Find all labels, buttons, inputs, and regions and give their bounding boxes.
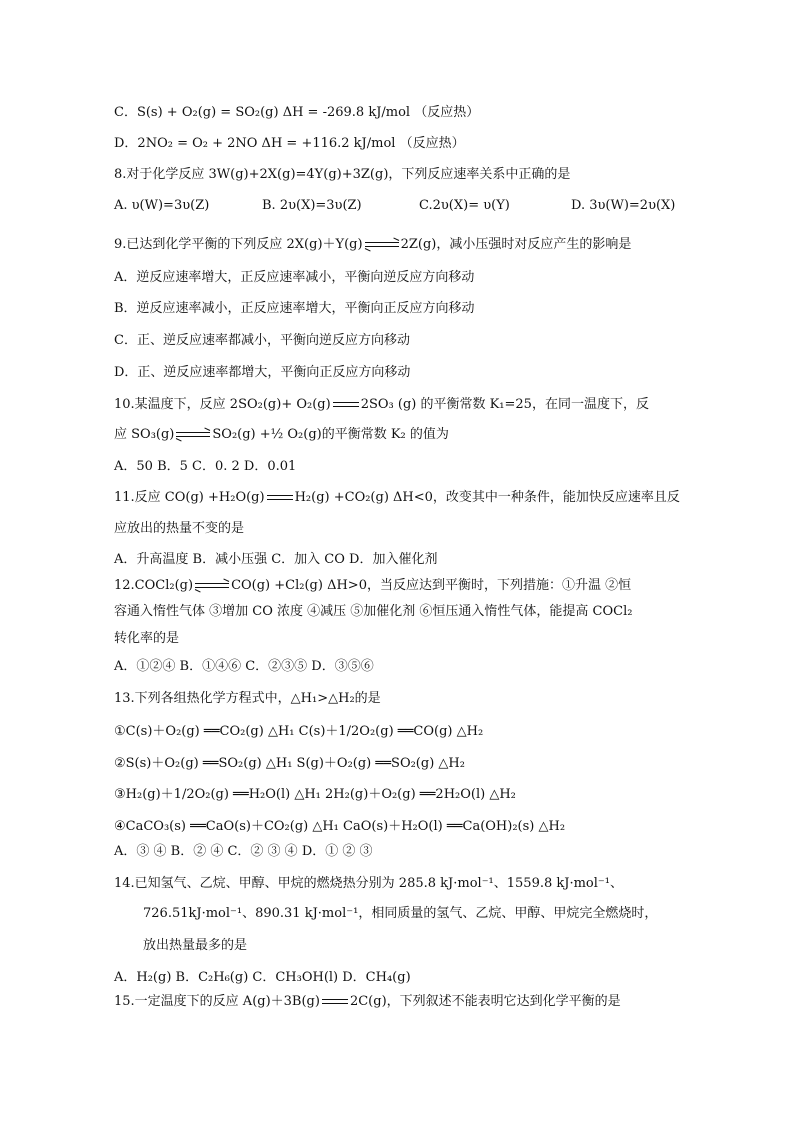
question-10-part1: 10.某温度下，反应 2SO₂(g)+ O₂(g): [114, 397, 331, 412]
question-13-eq1: ①C(s)＋O₂(g) ══CO₂(g) △H₁ C(s)＋1/2O₂(g) ══CO(g) △H₂: [114, 724, 484, 739]
equilibrium-arrow-icon: [365, 240, 399, 250]
question-12-line2: 容通入惰性气体 ③增加 CO 浓度 ④减压 ⑤加催化剂 ⑥恒压通入惰性气体，能提高 COCl₂: [114, 604, 633, 619]
question-9-part2: 2Z(g)，减小压强时对反应产生的影响是: [400, 237, 632, 252]
question-9-option-c: C．正、逆反应速率都减小，平衡向逆反应方向移动: [114, 333, 410, 348]
question-10-part3: 应 SO₃(g): [114, 427, 175, 442]
question-12-line3: 转化率的是: [114, 631, 180, 646]
option-d-line: D．2NO₂ = O₂ + 2NO ΔH = +116.2 kJ/mol （反应热）: [114, 136, 465, 151]
question-13-options: A．③ ④ B．② ④ C．② ③ ④ D．① ② ③: [114, 844, 373, 859]
equilibrium-arrow-icon: [176, 430, 210, 440]
question-11-line2: 应放出的热量不变的是: [114, 521, 245, 536]
question-10-part4: SO₂(g) +½ O₂(g)的平衡常数 K₂ 的值为: [212, 427, 449, 442]
option-b: B. 2υ(X)=3υ(Z): [262, 198, 362, 213]
question-8: 8.对于化学反应 3W(g)+2X(g)=4Y(g)+3Z(g)，下列反应速率关系中正确的是: [114, 167, 571, 182]
question-13-eq2: ②S(s)＋O₂(g) ══SO₂(g) △H₁ S(g)＋O₂(g) ══SO₂(g) △H₂: [114, 756, 465, 771]
question-9-part1: 9.已达到化学平衡的下列反应 2X(g)＋Y(g): [114, 237, 363, 252]
option-c-line: C．S(s) + O₂(g) = SO₂(g) ΔH = -269.8 kJ/mol （反应热）: [114, 105, 480, 120]
option-a: A. υ(W)=3υ(Z): [114, 198, 210, 213]
equilibrium-arrow-icon: [333, 401, 359, 409]
option-d: D. 3υ(W)=2υ(X): [571, 198, 676, 213]
question-10-part2: 2SO₃ (g) 的平衡常数 K₁=25，在同一温度下，反: [360, 397, 649, 412]
question-12-options: A．①②④ B．①④⑥ C．②③⑤ D．③⑤⑥: [114, 659, 374, 674]
question-12-part1: 12.COCl₂(g): [114, 578, 194, 593]
equilibrium-arrow-icon: [195, 581, 229, 591]
question-15-part1: 15.一定温度下的反应 A(g)＋3B(g): [114, 994, 320, 1009]
question-14-line3: 放出热量最多的是: [143, 938, 248, 953]
question-11-part2: H₂(g) +CO₂(g) ΔH<0，改变其中一种条件，能加快反应速率且反: [294, 490, 680, 505]
question-9-option-b: B．逆反应速率减小，正反应速率增大，平衡向正反应方向移动: [114, 301, 475, 316]
question-10-line1: [114, 396, 649, 414]
question-14-options: A．H₂(g) B．C₂H₆(g) C．CH₃OH(l) D．CH₄(g): [114, 970, 411, 985]
question-10-line2: [114, 426, 449, 444]
question-9-option-d: D．正、逆反应速率都增大，平衡向正反应方向移动: [114, 365, 411, 380]
question-12-line1: [114, 577, 631, 595]
equilibrium-arrow-icon: [322, 998, 348, 1006]
question-14-line1: 14.已知氢气、乙烷、甲醇、甲烷的燃烧热分别为 285.8 kJ·mol⁻¹、1559.8 kJ·mol⁻¹、: [114, 876, 623, 891]
question-13: 13.下列各组热化学方程式中，△H₁>△H₂的是: [114, 691, 381, 706]
question-9: [114, 236, 631, 254]
equilibrium-arrow-icon: [267, 494, 293, 502]
option-c: C.2υ(X)= υ(Y): [419, 198, 510, 213]
question-13-eq4: ④CaCO₃(s) ══CaO(s)＋CO₂(g) △H₁ CaO(s)＋H₂O(l) ══Ca(OH)₂(s) △H₂: [114, 819, 566, 834]
question-9-option-a: A．逆反应速率增大，正反应速率减小，平衡向逆反应方向移动: [114, 270, 475, 285]
question-12-part2: CO(g) +Cl₂(g) ΔH>0，当反应达到平衡时，下列措施：①升温 ②恒: [231, 578, 632, 593]
question-10-options: A．50 B．5 C．0. 2 D．0.01: [114, 459, 297, 474]
question-11-line1: [114, 489, 680, 507]
question-15: [114, 993, 621, 1011]
question-11-part1: 11.反应 CO(g) +H₂O(g): [114, 490, 265, 505]
question-13-eq3: ③H₂(g)＋1/2O₂(g) ══H₂O(l) △H₁ 2H₂(g)＋O₂(g) ══2H₂O(l) △H₂: [114, 787, 516, 802]
question-14-line2: 726.51kJ·mol⁻¹、890.31 kJ·mol⁻¹，相同质量的氢气、乙烷、甲醇、甲烷完全燃烧时，: [143, 906, 658, 921]
question-8-options: [114, 197, 675, 215]
question-15-part2: 2C(g)，下列叙述不能表明它达到化学平衡的是: [349, 994, 621, 1009]
question-11-options: A．升高温度 B．减小压强 C．加入 CO D．加入催化剂: [114, 552, 438, 567]
